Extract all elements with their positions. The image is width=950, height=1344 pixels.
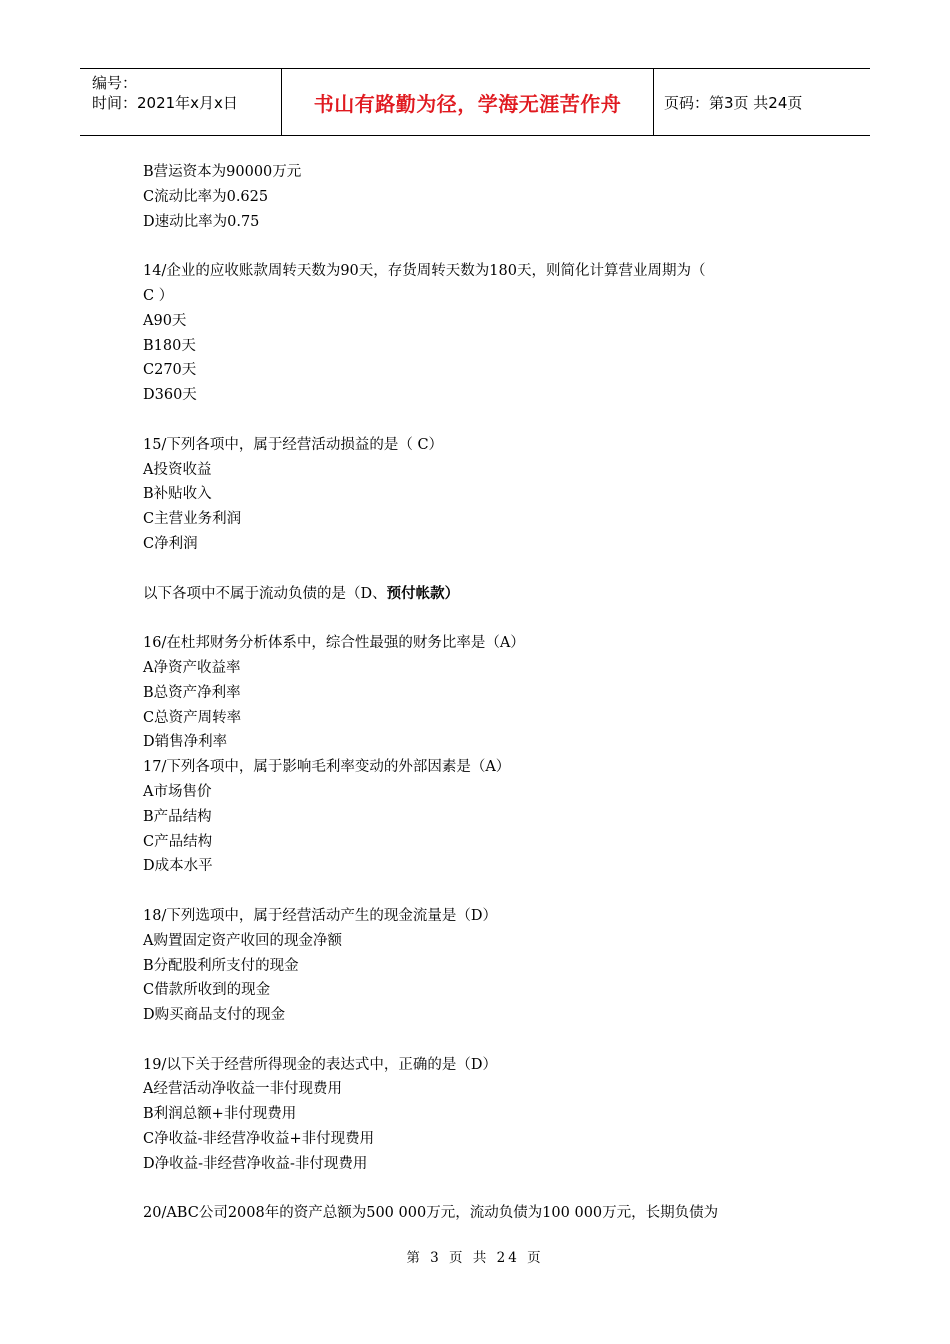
number-label: 编号： xyxy=(92,74,138,92)
text-line: 20/ABC公司2008年的资产总额为500 000万元，流动负债为100 000万元，长期负债为 xyxy=(143,1205,719,1222)
text-line: A购置固定资产收回的现金净额 xyxy=(143,932,342,949)
date-label: 时间：2021年x月x日 xyxy=(92,94,238,112)
header-meta xyxy=(80,69,282,135)
blank-line xyxy=(143,408,823,433)
text-line: D速动比率为0.75 xyxy=(143,213,260,230)
blank-line xyxy=(143,557,823,582)
text-line: C流动比率为0.625 xyxy=(143,188,269,205)
mixed-line-bold: 预付帐款） xyxy=(386,584,460,602)
header-motto: 书山有路勤为径，学海无涯苦作舟 xyxy=(313,91,622,116)
mixed-line-normal: 以下各项中不属于流动负债的是（D、 xyxy=(143,585,387,602)
document-body xyxy=(143,160,823,1226)
text-line: D成本水平 xyxy=(143,858,213,875)
text-line: C产品结构 xyxy=(143,833,213,850)
text-line: 19/以下关于经营所得现金的表达式中，正确的是（D） xyxy=(143,1056,497,1073)
header-page-label: 页码：第3页 共24页 xyxy=(664,93,803,112)
text-line: B利润总额+非付现费用 xyxy=(143,1106,297,1123)
text-line: C ） xyxy=(143,287,174,304)
text-line: B分配股利所支付的现金 xyxy=(143,957,299,974)
page-header xyxy=(80,68,870,136)
question-block-2 xyxy=(143,606,823,1226)
header-page-cell xyxy=(654,69,870,135)
text-line: C270天 xyxy=(143,362,197,379)
text-line: A市场售价 xyxy=(143,783,212,800)
blank-line xyxy=(143,1177,823,1202)
text-line: A90天 xyxy=(143,312,187,329)
text-line: 14/企业的应收账款周转天数为90天，存货周转天数为180天，则简化计算营业周期为（ xyxy=(143,263,706,280)
blank-line xyxy=(143,879,823,904)
text-line: B180天 xyxy=(143,337,196,354)
text-line: 16/在杜邦财务分析体系中，综合性最强的财务比率是（A） xyxy=(143,635,525,652)
question-block-1 xyxy=(143,160,823,582)
text-line: B产品结构 xyxy=(143,808,212,825)
text-line: D购买商品支付的现金 xyxy=(143,1007,286,1024)
text-line: A经营活动净收益一非付现费用 xyxy=(143,1081,342,1098)
text-line: C总资产周转率 xyxy=(143,709,242,726)
text-line: C借款所收到的现金 xyxy=(143,982,271,999)
text-line: 15/下列各项中，属于经营活动损益的是（ C） xyxy=(143,436,444,453)
blank-line xyxy=(143,234,823,259)
blank-line xyxy=(143,1028,823,1053)
text-line-mixed xyxy=(143,582,823,607)
text-line: C净收益-非经营净收益+非付现费用 xyxy=(143,1131,375,1148)
text-line: C主营业务利润 xyxy=(143,511,242,528)
text-line: D净收益-非经营净收益-非付现费用 xyxy=(143,1155,368,1172)
text-line: D销售净利率 xyxy=(143,734,228,751)
text-line: 17/下列各项中，属于影响毛利率变动的外部因素是（A） xyxy=(143,759,511,776)
text-line: B营运资本为90000万元 xyxy=(143,164,302,180)
text-line: B补贴收入 xyxy=(143,486,212,503)
text-line: C净利润 xyxy=(143,535,198,552)
text-line: 18/下列选项中，属于经营活动产生的现金流量是（D） xyxy=(143,907,497,924)
text-line: B总资产净利率 xyxy=(143,684,241,701)
text-line: A投资收益 xyxy=(143,461,212,478)
blank-line xyxy=(143,606,823,631)
text-line: A净资产收益率 xyxy=(143,659,241,676)
page-footer: 第 3 页 共 24 页 xyxy=(406,1250,544,1266)
header-motto-cell xyxy=(282,69,654,135)
text-line: D360天 xyxy=(143,387,197,404)
